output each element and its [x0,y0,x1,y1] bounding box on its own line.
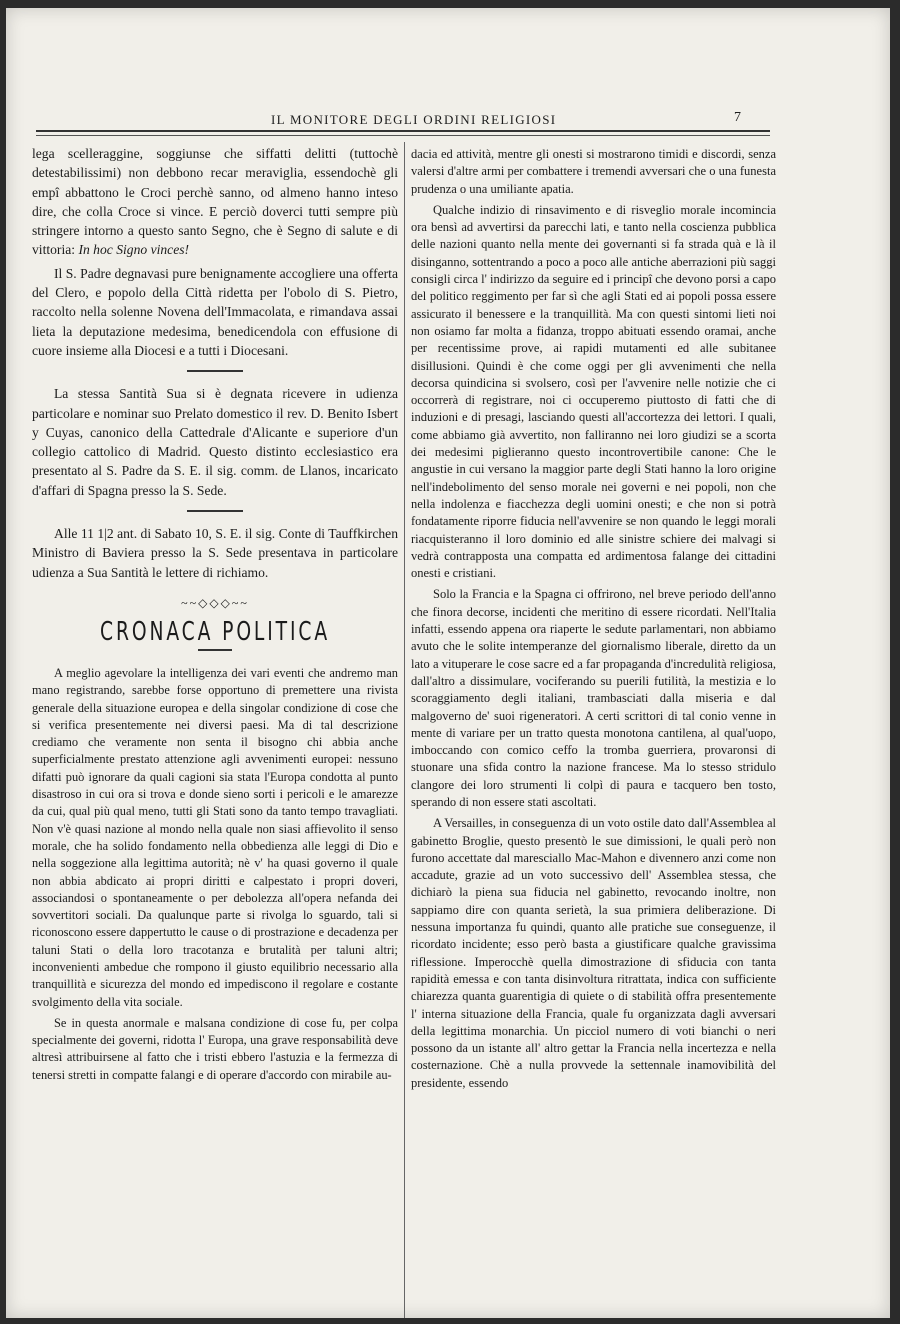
paragraph-rinsavimento: Qualche indizio di rinsavimento e di risveglio morale incomincia ora bensì ad avvertirsi da parecchi lati, e tanto nella coscienza pubblica delle nazioni quanto nella mente dei governanti si fa strada quà e là il disinganno, sottentrando a poco a poco alle antiche aberrazioni più saggi consigli circa l' indirizzo da seguire ed i principî che devono porsi a capo del politico reggimento per far sì che agli Stati ed ai popoli possa essere assicurato il benessere e la tranquillità. Ma con questi sintomi lieti noi non osiamo far molta a fidanza, troppo abituati essendo oramai, anche per recentissime prove, ai rapidi mutamenti ed alle subitanee disillusioni. Quindi è che come oggi per gli avvenimenti che nella decorsa quindicina si svolsero, così per l'avvenire nelle notizie che ci occorrerà di registrare, noi ci occuperemo piuttosto di fatti che di induzioni e di presagi, lasciando questi all'accortezza dei lettori. I quali, come abbiamo già avvertito, non falliranno nei loro giudizi se a scorta dei medesimi piglieranno questo incontrovertibile canone: Che le angustie in cui versano la maggior parte degli Stati hanno la loro origine nell'indebolimento del senso morale nei governi e nei popoli, non che nella indolenza e fiacchezza degli uomini onesti; e che non si potrà fondatamente riporre fiducia nell'avvenire se non quando le leggi morali riacquisteranno il loro dominio ed alle sinistre schiere dei malvagi si vedrà contrapposta una compatta ed ardimentosa falange dei cittadini onesti e cristiani. [411,202,776,581]
paragraph-cronaca-1: A meglio agevolare la intelligenza dei vari eventi che andremo man mano registrando, sarebbe forse opportuno di premettere una rivista generale della situazione europea e della singolar condizione di cose che si verifica presentemente nei diversi paesi. Ma di tal descrizione crediamo che veramente non senta il bisogno chi abbia anche superficialmente prestato attenzione agli avvenimenti europei: nessuno difatti può ignorare da quali cagioni sia stata l'Europa condotta al punto disastroso in cui ora si trova e donde sieno sorti i pericoli e le amarezze da cui, qual più qual meno, tutti gli Stati sono da tanto tempo travagliati. Non v'è quasi nazione al mondo nella quale non siasi affievolito il senso morale, che ha solido fondamento nella obbedienza alle leggi di Dio e nella soggezione alla legittima autorità; nè v' ha quasi governo il quale non abbia abdicato ai propri diritti e calpestato i propri doveri, associandosi o spontaneamente o per debolezza all'opera nefanda dei sovvertitori sociali. Da qualunque parte si rivolga lo sguardo, tali si riconoscono essere dappertutto le cause o di prostrazione e decadenza per taluni Stati o della loro tracotanza e brutalità per taluni altri; inconvenienti ambedue che rompono il giusto equilibrio necessario alla tranquillità e sicurezza del mondo ed impediscono il regolare e costante svolgimento della vita sociale. [32,665,398,1009]
paragraph-obolo: Il S. Padre degnavasi pure benignamente accogliere una offerta del Clero, e popolo della Città ridetta per l'obolo di S. Pietro, raccolto nella solenne Novena dell'Immacolata, e rimandava assai lieta la deputazione medesima, benedicendola con effusione di cuore insieme alla Diocesi e a tutti i Diocesani. [32,265,398,358]
left-column [32,144,398,1088]
paragraph-tauffkirchen: Alle 11 1|2 ant. di Sabato 10, S. E. il sig. Conte di Tauffkirchen Ministro di Baviera presso la S. Sede presentava in particolare udienza a Sua Santità le lettere di richiamo. [32,526,398,580]
publication-title: IL MONITORE DEGLI ORDINI RELIGIOSI [271,112,557,127]
column-divider [404,142,405,1318]
paragraph-continuation: dacia ed attività, mentre gli onesti si mostrarono timidi e discordi, senza valersi d'altre armi per combattere i tremendi avversari che o una funesta prudenza o una umiliante apatia. [411,147,776,196]
paragraph-cronaca-2: Se in questa anormale e malsana condizione di cose fu, per colpa specialmente dei governi, ridotta l' Europa, una grave responsabilità deve altresì attribuirsene al fatto che i tristi ebbero l'astuzia e la fermezza di tenersi stretti in compatte falangi e di operare d'accordo con mirabile au- [32,1015,398,1082]
header-rule [36,135,770,136]
latin-motto: In hoc Signo vinces! [78,242,190,258]
newspaper-page [6,8,890,1318]
paragraph-versailles: A Versailles, in conseguenza di un voto ostile dato dall'Assemblea al gabinetto Broglie, questo presentò le sue dimissioni, le quali però non furono accettate dal maresciallo Mac-Mahon e divennero anzi come non accadute, grazie ad un voto successivo dell' Assemblea stessa, che dichiarò la piena sua fiducia nel gabinetto, revocando inoltre, non sappiamo dire con quanta serietà, la sua primiera deliberazione. Di nessuna importanza fu quindi, quanto alle pratiche sue conseguenze, il ricordato incidente; esso però basta a giustificare qualche gravissima riflessione. Imperocchè quella dimostrazione di sfiducia con tanta rapidità emessa e con tanta disinvoltura ritrattata, indica con sufficiente chiarezza quanta guarentigia di quiete o di stabilità offra presentemente l' interna situazione della Francia, quale fu organizzata dagli avversari della legittima monarchia. Un picciol numero di voti bianchi o neri possono da un istante all' altro gettar la Francia nella incertezza e nella costernazione. Chè a nulla provvede la settennale inamovibilità del presidente, essendo [411,816,776,1090]
right-column [411,146,776,1096]
paragraph-croce: lega scelleraggine, soggiunse che siffatti delitti (tuttochè detestabilissimi) non debbono recar meraviglia, essendochè gli empî abbattono le Croci perchè sanno, od almeno hanno inteso dire, che colla Croce si vince. E perciò doverci tutti sempre più stringere intorno a questo santo Segno, che è Segno di salute e di vittoria: In hoc Signo vinces! [32,146,398,258]
section-title-rule [198,649,232,651]
paragraph-isbert: La stessa Santità Sua si è degnata ricevere in udienza particolare e nominar suo Prelato domestico il rev. D. Benito Isbert y Cuyas, canonico della Cattedrale d'Alicante e superiore d'un collegio cattolico di Madrid. Questo distinto ecclesiastico era presentato al S. Padre da S. E. il sig. comm. de Llanos, incaricato d'affari di Spagna presso la S. Sede. [32,386,398,498]
separator-rule [187,370,243,372]
section-title: CRONACA POLITICA [99,616,331,647]
running-header [36,108,770,132]
separator-rule [187,510,243,512]
paragraph-francia-spagna: Solo la Francia e la Spagna ci offrirono, nel breve periodo dell'anno che finora decorse, incidenti che meritino di essere ricordati. Nell'Italia infatti, essendo appena ora riaperte le sedute parlamentari, non abbiamo avuto che le solite intemperanze del giornalismo liberale, diretto da un lato a vituperare le cose sacre ed a far propaganda d'incredulità religiosa, dall'altro a dissimulare, vociferando su puerili futilità, la mestizia e lo scoraggiamento degli italiani, trambasciati dalla miseria e dal malgoverno de' suoi rigeneratori. A certi scrittori di tal conio venne in mente di variare per un tratto questa monotona cantilena, al qual'uopo, imboccando con comico ceffo la tromba guerriera, provaronsi di stuonare una sfida contro la nazione francese. Ma lo stesso stridulo clangore dei loro strumenti li colpì di paura e tacquero ben tosto, sperando di non essere stati ascoltati. [411,587,776,809]
page-number: 7 [734,110,741,125]
ornament-divider: ~~◇◇◇~~ [181,595,249,610]
